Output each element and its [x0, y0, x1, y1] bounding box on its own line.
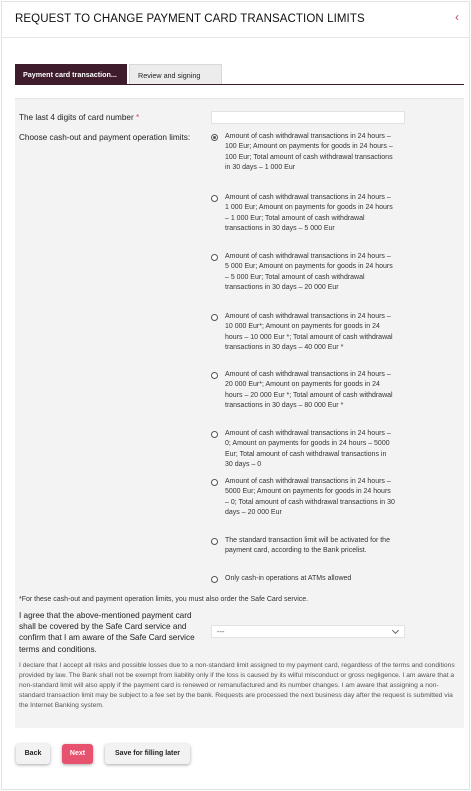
page-title: REQUEST TO CHANGE PAYMENT CARD TRANSACTION LIMITS: [15, 13, 365, 25]
collapse-icon[interactable]: ‹: [455, 10, 459, 24]
risk-declaration: I declare that I accept all risks and possible losses due to a non-standard limit assigned to my payment card, regardless of the terms and conditions provided by law. The Bank shall not be exempt from liability only if the loss is caused by its wilful misconduct or gross negligence. I am aware that a non-standard limit will also apply if the payment card is renewed or remanufactured and its number changes. I am aware that assigning a non-standard transaction limit may be subject to a fee set by the bank. Requests are processed the next business day after the request is submitted via the Internet Banking system.: [19, 662, 455, 710]
limits-label: Choose cash-out and payment operation limits:: [19, 133, 191, 142]
next-button[interactable]: Next: [62, 744, 93, 764]
safe-card-agree-select[interactable]: [211, 625, 405, 638]
limit-option-radio[interactable]: [211, 431, 218, 438]
safe-card-note: *For these cash-out and payment operation limits, you must also order the Safe Card service.: [19, 596, 309, 603]
back-button[interactable]: Back: [16, 744, 50, 764]
card-number-label-text: The last 4 digits of card number: [19, 113, 134, 122]
safe-card-agree-label: I agree that the above-mentioned payment card shall be covered by the Safe Card service and confirm that I am aware of the Safe Card service terms and conditions.: [19, 611, 195, 654]
limit-option-label: Only cash-in operations at ATMs allowed: [225, 575, 352, 582]
limit-option-radio[interactable]: [211, 576, 218, 583]
request-form-panel: [1, 1, 470, 790]
limit-option-label: The standard transaction limit will be activated for the payment card, according to the Bank pricelist.: [225, 537, 390, 555]
limit-option-radio[interactable]: [211, 372, 218, 379]
step-tabs: [15, 64, 464, 85]
chevron-down-icon: [392, 627, 399, 634]
limit-option-label: Amount of cash withdrawal transactions in 24 hours – 20 000 Eur*; Amount on payments for goods in 24 hours – 20 000 Eur *; Total amount of cash withdrawal transactions in 30 days – 80 000 Eur *: [225, 371, 393, 409]
card-number-input[interactable]: [211, 111, 405, 124]
limit-option-radio[interactable]: [211, 314, 218, 321]
limit-option-4[interactable]: [211, 312, 411, 364]
limit-option-label: Amount of cash withdrawal transactions in 24 hours – 0; Amount on payments for goods in 24 hours – 5000 Eur; Total amount of cash withdrawal transactions in 30 days – 0: [225, 430, 391, 468]
limit-option-label: Amount of cash withdrawal transactions in 24 hours – 10 000 Eur*; Amount on payments for goods in 24 hours – 10 000 Eur *; Total amount of cash withdrawal transactions in 30 days – 40 000 Eur *: [225, 313, 393, 351]
limit-option-6[interactable]: [211, 429, 411, 471]
limit-option-label: Amount of cash withdrawal transactions in 24 hours – 1 000 Eur; Amount on payments for goods in 24 hours – 1 000 Eur; Total amount of cash withdrawal transactions in 30 days – 5 000 Eur: [225, 194, 393, 232]
limit-option-5[interactable]: [211, 370, 411, 422]
card-number-label: [19, 112, 139, 123]
limit-option-radio[interactable]: [211, 254, 218, 261]
safe-card-agree-value: ---: [217, 627, 225, 636]
limit-option-1[interactable]: [211, 132, 411, 184]
limit-option-radio[interactable]: [211, 479, 218, 486]
form-body: [15, 98, 464, 728]
limit-option-label: Amount of cash withdrawal transactions in 24 hours – 5000 Eur; Amount on payments for goods in 24 hours – 0; Total amount of cash withdrawal transactions in 30 days – 20 000 Eur: [225, 478, 395, 516]
limit-option-3[interactable]: [211, 252, 411, 304]
limit-option-2[interactable]: [211, 193, 411, 245]
limit-option-8[interactable]: [211, 536, 411, 568]
limit-option-label: Amount of cash withdrawal transactions in 24 hours – 5 000 Eur; Amount on payments for goods in 24 hours – 5 000 Eur; Total amount of cash withdrawal transactions in 30 days – 20 000 Eur: [225, 253, 393, 291]
limit-option-label: Amount of cash withdrawal transactions in 24 hours – 100 Eur; Amount on payments for goods in 24 hours – 100 Eur; Total amount of cash withdrawal transactions in 30 days – 1 000 Eur: [225, 133, 393, 171]
limit-option-9[interactable]: [211, 574, 411, 585]
limit-option-radio[interactable]: [211, 195, 218, 202]
limit-option-radio[interactable]: [211, 134, 218, 141]
save-for-later-button[interactable]: Save for filling later: [105, 744, 190, 764]
page-header: [2, 2, 469, 38]
tab-payment-card-transaction[interactable]: Payment card transaction...: [15, 64, 127, 84]
limit-option-7[interactable]: [211, 477, 411, 529]
required-mark: *: [135, 113, 140, 122]
limit-option-radio[interactable]: [211, 538, 218, 545]
tab-review-and-signing[interactable]: Review and signing: [129, 64, 222, 84]
